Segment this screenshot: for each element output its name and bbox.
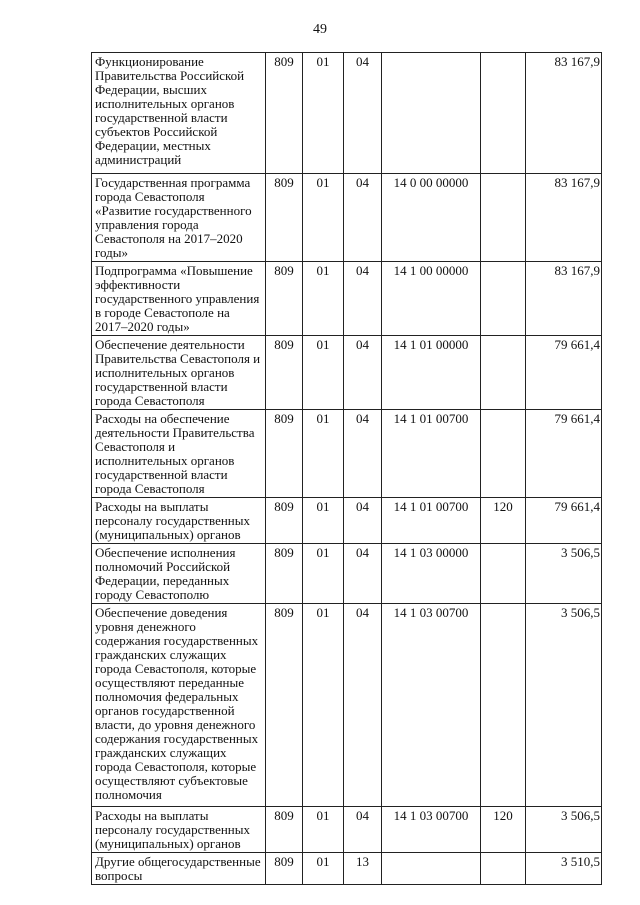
- table-row: [92, 53, 602, 174]
- row-target: 14 0 00 00000: [382, 174, 481, 262]
- table-row: [92, 498, 602, 544]
- row-name: Другие общегосударственные вопросы: [92, 853, 266, 885]
- table-row: [92, 853, 602, 885]
- table-row: [92, 807, 602, 853]
- row-expense-type: [481, 262, 526, 336]
- row-subsection: 04: [344, 604, 382, 807]
- row-expense-type: 120: [481, 498, 526, 544]
- row-amount: 79 661,4: [526, 498, 602, 544]
- row-ministry: 809: [266, 498, 303, 544]
- row-section: 01: [303, 410, 344, 498]
- row-target: 14 1 03 00000: [382, 544, 481, 604]
- row-target: 14 1 03 00700: [382, 604, 481, 807]
- row-target: [382, 853, 481, 885]
- row-subsection: 04: [344, 544, 382, 604]
- row-ministry: 809: [266, 336, 303, 410]
- row-section: 01: [303, 807, 344, 853]
- row-amount: 83 167,9: [526, 174, 602, 262]
- row-ministry: 809: [266, 53, 303, 174]
- table-row: [92, 336, 602, 410]
- row-target: 14 1 01 00000: [382, 336, 481, 410]
- row-section: 01: [303, 262, 344, 336]
- row-section: 01: [303, 336, 344, 410]
- row-subsection: 04: [344, 262, 382, 336]
- row-amount: 79 661,4: [526, 336, 602, 410]
- page-number: 49: [313, 22, 327, 37]
- row-name: Расходы на выплаты персоналу государственных (муниципальных) органов: [92, 498, 266, 544]
- row-target: 14 1 03 00700: [382, 807, 481, 853]
- row-ministry: 809: [266, 604, 303, 807]
- row-expense-type: 120: [481, 807, 526, 853]
- row-subsection: 04: [344, 410, 382, 498]
- row-subsection: 04: [344, 498, 382, 544]
- row-target: 14 1 01 00700: [382, 410, 481, 498]
- row-expense-type: [481, 336, 526, 410]
- row-section: 01: [303, 53, 344, 174]
- row-amount: 3 506,5: [526, 544, 602, 604]
- table-row: [92, 262, 602, 336]
- table-row: [92, 410, 602, 498]
- row-expense-type: [481, 853, 526, 885]
- row-name: Обеспечение исполнения полномочий Российской Федерации, переданных городу Севастополю: [92, 544, 266, 604]
- table-row: [92, 544, 602, 604]
- row-section: 01: [303, 498, 344, 544]
- row-amount: 3 506,5: [526, 807, 602, 853]
- row-subsection: 04: [344, 807, 382, 853]
- row-name: Обеспечение деятельности Правительства Севастополя и исполнительных органов государственной власти города Севастополя: [92, 336, 266, 410]
- row-target: 14 1 01 00700: [382, 498, 481, 544]
- table-row: [92, 604, 602, 807]
- row-ministry: 809: [266, 807, 303, 853]
- row-section: 01: [303, 853, 344, 885]
- budget-table-body: [92, 53, 602, 885]
- row-amount: 3 506,5: [526, 604, 602, 807]
- row-section: 01: [303, 174, 344, 262]
- row-ministry: 809: [266, 544, 303, 604]
- row-target: 14 1 00 00000: [382, 262, 481, 336]
- row-name: Функционирование Правительства Российской Федерации, высших исполнительных органов государственной власти субъектов Российской Федерации, местных администраций: [92, 53, 266, 174]
- row-target: [382, 53, 481, 174]
- row-name: Расходы на обеспечение деятельности Правительства Севастополя и исполнительных органов государственной власти города Севастополя: [92, 410, 266, 498]
- row-expense-type: [481, 544, 526, 604]
- row-subsection: 13: [344, 853, 382, 885]
- row-amount: 83 167,9: [526, 262, 602, 336]
- row-subsection: 04: [344, 53, 382, 174]
- row-ministry: 809: [266, 262, 303, 336]
- row-amount: 3 510,5: [526, 853, 602, 885]
- row-expense-type: [481, 410, 526, 498]
- row-name: Подпрограмма «Повышение эффективности государственного управления в городе Севастополе на 2017–2020 годы»: [92, 262, 266, 336]
- row-subsection: 04: [344, 174, 382, 262]
- row-name: Расходы на выплаты персоналу государственных (муниципальных) органов: [92, 807, 266, 853]
- row-subsection: 04: [344, 336, 382, 410]
- row-expense-type: [481, 174, 526, 262]
- row-section: 01: [303, 544, 344, 604]
- row-section: 01: [303, 604, 344, 807]
- row-ministry: 809: [266, 853, 303, 885]
- row-amount: 83 167,9: [526, 53, 602, 174]
- row-ministry: 809: [266, 174, 303, 262]
- row-expense-type: [481, 604, 526, 807]
- row-amount: 79 661,4: [526, 410, 602, 498]
- row-name: Обеспечение доведения уровня денежного содержания государственных гражданских служащих города Севастополя, которые осуществляют переданные полномочия федеральных органов государственной власти, до уровня денежного содержания государственных гражданских служащих города Севастополя, которые осуществляют субъектовые полномочия: [92, 604, 266, 807]
- row-ministry: 809: [266, 410, 303, 498]
- budget-table: [91, 52, 602, 885]
- table-row: [92, 174, 602, 262]
- row-name: Государственная программа города Севастополя «Развитие государственного управления города Севастополя на 2017–2020 годы»: [92, 174, 266, 262]
- row-expense-type: [481, 53, 526, 174]
